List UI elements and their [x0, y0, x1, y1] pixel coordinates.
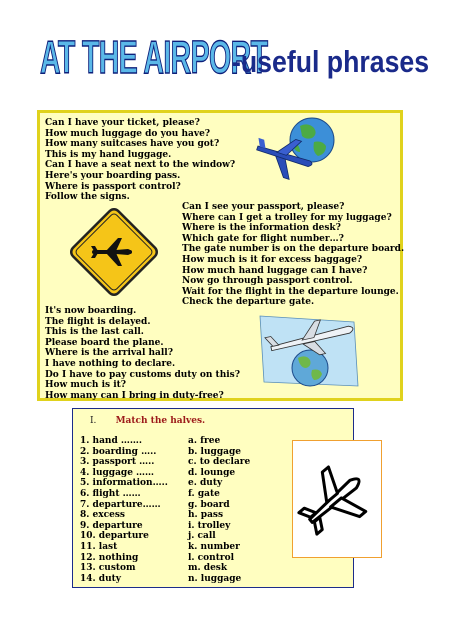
exercise-right-item: d. lounge: [188, 467, 236, 478]
exercise-left-item: 11. last: [80, 541, 118, 552]
exercise-left-item: 3. passport …..: [80, 457, 155, 468]
exercise-left-item: 1. hand …….: [80, 436, 143, 446]
phrase: How much is it?: [45, 380, 127, 391]
phrase: Wait for the flight in the departure lounge.: [182, 286, 399, 297]
exercise-title: Match the halves.: [115, 416, 206, 426]
exercise-right-item: j. call: [188, 531, 216, 542]
exercise-left-item: 10. departure: [80, 531, 149, 542]
exercise-right-item: e. duty: [188, 478, 223, 489]
exercise-left-item: 12. nothing: [80, 552, 139, 563]
phrase: Where is passport control?: [45, 181, 181, 192]
phrase: Where can I get a trolley for my luggage?: [182, 212, 392, 223]
phrase: Now go through passport control.: [182, 276, 353, 287]
exercise-right-item: l. control: [188, 552, 235, 563]
exercise-right-column: [188, 436, 250, 584]
phrase: The flight is delayed.: [45, 316, 151, 327]
phrase: Check the departure gate.: [182, 297, 315, 308]
phrase: Here's your boarding pass.: [45, 170, 181, 181]
exercise-left-column: [80, 436, 168, 584]
phrases-group-1: [45, 118, 235, 203]
phrase: This is my hand luggage.: [45, 149, 172, 160]
exercise-right-item: h. pass: [188, 510, 224, 521]
exercise-left-item: 8. excess: [80, 510, 125, 521]
exercise-left-item: 13. custom: [80, 563, 136, 574]
phrases-group-3: [45, 306, 240, 401]
page-subtitle: -useful phrases: [232, 44, 430, 79]
exercise-heading: [90, 416, 205, 426]
phrase: How many suitcases have you got?: [45, 139, 220, 150]
phrase: Which gate for flight number…?: [182, 233, 344, 244]
phrase: Please board the plane.: [45, 337, 164, 348]
phrase: How many can I bring in duty-free?: [45, 390, 224, 401]
globe-plane-icon: [252, 114, 342, 184]
exercise-left-item: 9. departure: [80, 520, 143, 531]
phrase: It's now boarding.: [45, 306, 137, 316]
phrase: Where is the information desk?: [182, 223, 341, 234]
exercise-right-item: k. number: [188, 541, 240, 552]
phrase: How much luggage do you have?: [45, 128, 211, 139]
exercise-right-item: n. luggage: [188, 573, 242, 584]
phrase: This is the last call.: [45, 327, 144, 338]
plane-picture-frame: [292, 440, 382, 558]
exercise-left-item: 7. departure……: [80, 499, 161, 510]
phrase: I have nothing to declare.: [45, 358, 176, 369]
phrases-group-2: [182, 202, 404, 308]
exercise-left-item: 6. flight ……: [80, 488, 141, 499]
exercise-right-item: i. trolley: [188, 520, 231, 531]
exercise-right-item: a. free: [188, 436, 221, 446]
exercise-left-item: 2. boarding …..: [80, 446, 157, 457]
exercise-left-item: 14. duty: [80, 573, 122, 584]
exercise-number: I.: [90, 416, 97, 426]
phrase: Do I have to pay customs duty on this?: [45, 369, 240, 380]
exercise-right-item: f. gate: [188, 488, 220, 499]
phrase: The gate number is on the departure board.: [182, 244, 405, 255]
exercise-left-item: 4. luggage ……: [80, 467, 155, 478]
exercise-right-item: b. luggage: [188, 446, 241, 457]
phrase: Can I have your ticket, please?: [45, 118, 200, 128]
airport-sign-icon: [66, 204, 162, 300]
page-title: AT THE AIRPORT: [40, 31, 268, 83]
phrase: Can I see your passport, please?: [182, 202, 345, 212]
plane-globe-icon: [258, 312, 366, 390]
phrase: How much is it for excess baggage?: [182, 254, 363, 265]
exercise-right-item: g. board: [188, 499, 230, 510]
phrase: Can I have a seat next to the window?: [45, 160, 236, 171]
phrase: How much hand luggage can I have?: [182, 265, 368, 276]
phrase: Follow the signs.: [45, 192, 130, 203]
exercise-right-item: m. desk: [188, 563, 228, 574]
exercise-left-item: 5. information…..: [80, 478, 168, 489]
phrase: Where is the arrival hall?: [45, 348, 173, 359]
plane-outline-icon: [293, 441, 380, 556]
exercise-right-item: c. to declare: [188, 457, 251, 468]
